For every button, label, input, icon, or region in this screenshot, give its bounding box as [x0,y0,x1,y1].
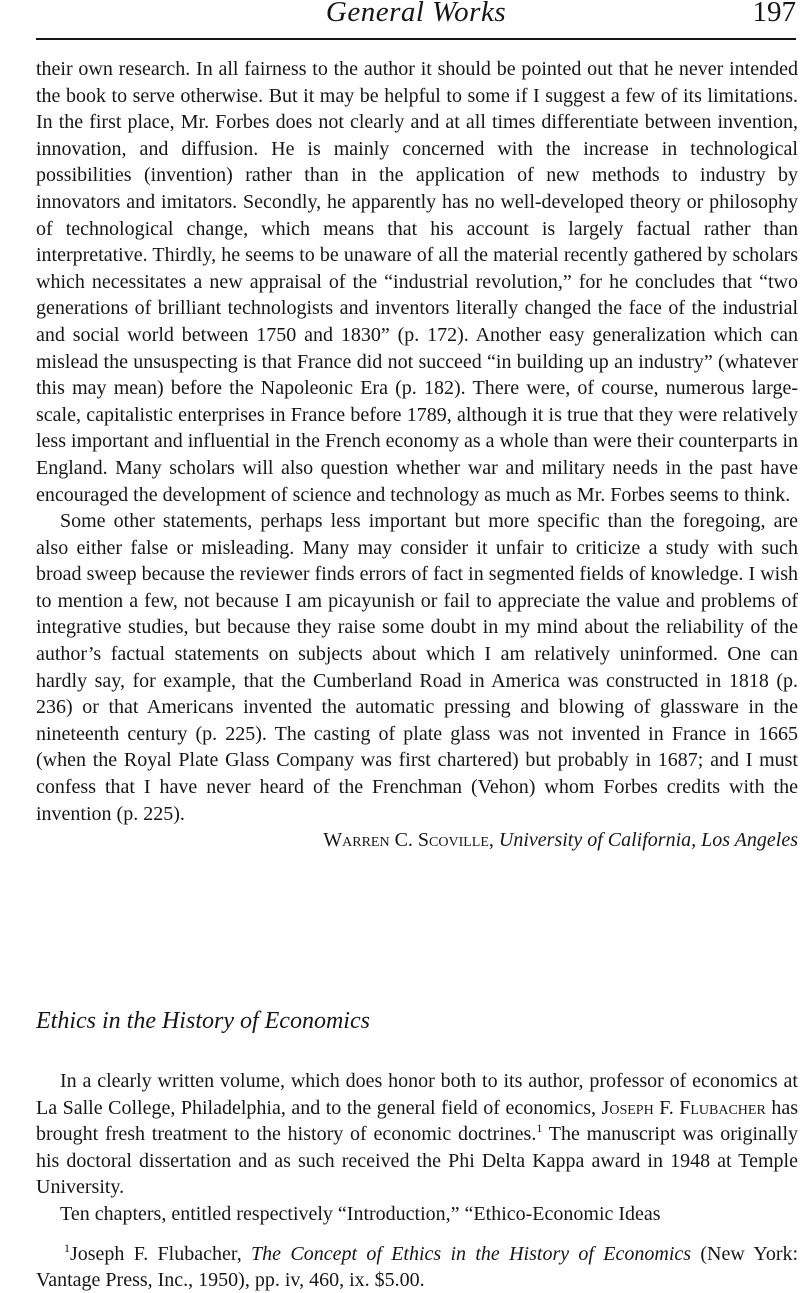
paragraph: their own research. In all fairness to the author it should be pointed out that he never intended the book to serve otherwise. But it may be helpful to some if I suggest a few of its limitations. In the first place, Mr. Forbes does not clearly and at all times differentiate between invention, innovation, and diffusion. He is mainly concerned with the increase in technological possibilities (invention) rather than in the application of new methods to industry by innovators and imitators. Secondly, he apparently has no well-developed theory or philosophy of technological change, which means that his account is largely factual rather than interpretative. Thirdly, he seems to be unaware of all the material recently gathered by scholars which necessitates a new appraisal of the “industrial revolution,” for he concludes that “two generations of brilliant technologists and inventors literally changed the face of the industrial and social world between 1750 and 1830” (p. 172). Another easy generalization which can mislead the unsuspecting is that France did not succeed “in building up an industry” (whatever this may mean) before the Napoleonic Era (p. 182). There were, of course, numerous large-scale, capitalistic enterprises in France before 1789, although it is true that they were relatively less important and influential in the French economy as a whole than were their counterparts in England. Many scholars will also question whether war and military needs in the past have encouraged the development of science and technology as much as Mr. Forbes seems to think. [36,58,798,506]
footnote-author: Joseph F. Flubacher, [69,1243,242,1265]
footnote-marker: 1 [63,1241,70,1255]
paragraph-text: In a clearly written volume, which does honor both to its author, professor of economics at La Salle College, Philadelphia, and to the general field of economics, [36,1070,798,1119]
footnote-reference: 1 [536,1121,543,1136]
page-header [36,0,796,38]
paragraph-text: has brought fresh treatment to the history of economic doctrines. [36,1096,799,1146]
reviewer-name: Warren C. Scoville, [323,829,494,852]
paragraph-text: The manuscript was originally his doctoral dissertation and as such received the Phi Delta Kappa award in 1948 at Temple University. [36,1123,798,1199]
reviewer-signature [36,827,798,854]
running-title: General Works [325,0,507,28]
author-name: Joseph F. Flubacher [601,1096,766,1119]
footnote-title: The Concept of Ethics in the History of Economics [251,1243,692,1265]
footnote-publication: (New York: Vantage Press, Inc., 1950), pp. iv, 460, ix. $5.00. [36,1243,799,1291]
paragraph: Some other statements, perhaps less important but more specific than the foregoing, are also either false or misleading. Many may consider it unfair to criticize a study with such broad sweep because the reviewer finds errors of fact in segmented fields of knowledge. I wish to mention a few, not because I am picayunish or fail to appreciate the value and problems of integrative studies, but because they raise some doubt in my mind about the reliability of the author’s factual statements on subjects about which I am relatively uninformed. One can hardly say, for example, that the Cumberland Road in America was constructed in 1818 (p. 236) or that Americans invented the automatic pressing and blowing of glassware in the nineteenth century (p. 225). The casting of plate glass was not invented in France in 1665 (when the Royal Plate Glass Company was first chartered) but probably in 1687; and I must confess that I have never heard of the Frenchman (Vehon) whom Forbes credits with the invention (p. 225). [36,510,798,825]
review-forbes-continuation [36,56,798,854]
page-number: 197 [752,0,796,28]
paragraph [36,1068,798,1201]
review-flubacher [36,1068,798,1228]
footnote-line [36,1241,798,1293]
header-rule [36,38,796,40]
review-heading: Ethics in the History of Economics [36,1008,370,1034]
paragraph: Ten chapters, entitled respectively “Introduction,” “Ethico-Economic Ideas [60,1202,661,1225]
footnote [36,1241,798,1293]
reviewer-affiliation: University of California, Los Angeles [498,829,798,852]
